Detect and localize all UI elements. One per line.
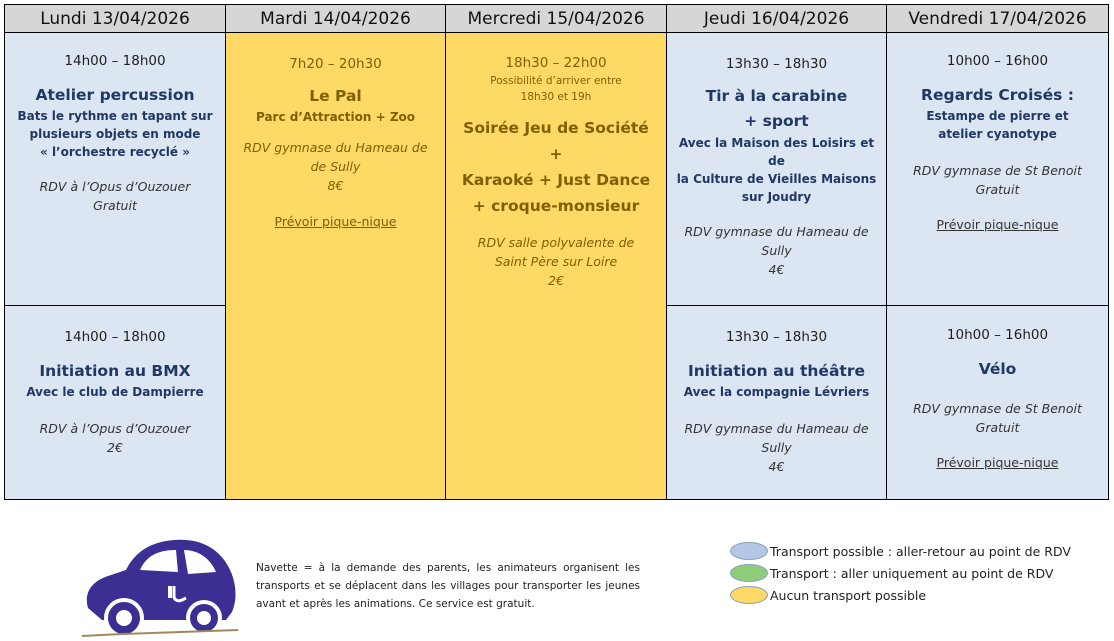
activity-monday-percussion <box>5 33 226 306</box>
day-header-tuesday: Mardi 14/04/2026 <box>226 5 446 33</box>
activity-price: Gratuit <box>975 182 1020 197</box>
activity-description: Avec le club de Dampierre <box>26 385 204 399</box>
legend-label: Aucun transport possible <box>770 587 927 603</box>
activity-price: 4€ <box>768 459 785 474</box>
activity-meeting-point: RDV à l’Opus d’Ouzouer <box>39 179 191 194</box>
activity-meeting-point: Saint Père sur Loire <box>494 254 618 269</box>
activity-meeting-point: RDV gymnase de St Benoit <box>913 401 1082 416</box>
activity-friday-velo <box>887 306 1109 500</box>
activity-meeting-point: RDV à l’Opus d’Ouzouer <box>39 421 191 436</box>
activity-time: 7h20 – 20h30 <box>289 56 382 72</box>
arrival-note: Possibilité d’arriver entre <box>490 75 622 87</box>
picnic-note: Prévoir pique-nique <box>274 214 397 229</box>
activity-price: Gratuit <box>93 198 137 213</box>
legend-item <box>730 584 1071 606</box>
activity-price: 4€ <box>768 262 785 277</box>
legend-swatch-blue <box>730 542 768 560</box>
activity-description: la Culture de Vieilles Maisons <box>676 172 877 186</box>
legend-label: Transport : aller uniquement au point de RDV <box>770 565 1054 581</box>
activity-time: 13h30 – 18h30 <box>725 329 828 345</box>
activity-tuesday-le-pal <box>226 33 446 500</box>
activity-title: Vélo <box>978 360 1017 378</box>
activity-meeting-point: RDV salle polyvalente de <box>477 235 635 250</box>
activity-wednesday-soiree <box>446 33 667 500</box>
picnic-note: Prévoir pique-nique <box>936 217 1059 232</box>
day-header-wednesday: Mercredi 15/04/2026 <box>446 5 667 33</box>
activity-price: 2€ <box>107 440 123 455</box>
activity-description: Avec la compagnie Lévriers <box>683 385 870 399</box>
activity-title: + sport <box>744 112 809 130</box>
legend-item <box>730 540 1071 562</box>
activity-price: Gratuit <box>975 420 1020 435</box>
activity-title: Tir à la carabine <box>705 87 848 105</box>
picnic-note: Prévoir pique-nique <box>936 455 1059 470</box>
activity-meeting-point: Sully <box>761 243 792 258</box>
day-header-monday: Lundi 13/04/2026 <box>5 5 226 33</box>
activity-meeting-point: RDV gymnase du Hameau de <box>684 224 869 239</box>
activity-description: plusieurs objets en mode <box>29 127 201 141</box>
activity-title: Atelier percussion <box>35 86 195 104</box>
activity-meeting-point: Sully <box>761 440 792 455</box>
activity-time: 14h00 – 18h00 <box>64 53 166 69</box>
activity-friday-regards-croises <box>887 33 1109 306</box>
activity-meeting-point: de Sully <box>310 159 361 174</box>
legend-swatch-yellow <box>730 586 768 604</box>
navette-description: Navette = à la demande des parents, les animateurs organisent les transports et se déplacent dans les villages pour transporter les jeunes avant et après les animations. Ce service est gratuit. <box>256 562 640 610</box>
day-header-friday: Vendredi 17/04/2026 <box>887 5 1109 33</box>
activity-description: Estampe de pierre et <box>926 109 1069 123</box>
activity-title: + croque-monsieur <box>472 197 640 215</box>
activity-meeting-point: RDV gymnase du Hameau de <box>243 140 428 155</box>
activity-time: 10h00 – 16h00 <box>946 53 1049 69</box>
activity-thursday-theatre <box>667 306 887 500</box>
activity-title: Initiation au théâtre <box>688 362 865 380</box>
day-header-thursday: Jeudi 16/04/2026 <box>667 5 887 33</box>
activity-price: 2€ <box>548 273 564 288</box>
activity-time: 10h00 – 16h00 <box>946 327 1049 343</box>
activity-monday-bmx <box>5 306 226 500</box>
activity-description: « l’orchestre recyclé » <box>40 145 190 159</box>
activity-description: atelier cyanotype <box>938 127 1057 141</box>
activity-thursday-carabine <box>667 33 887 306</box>
legend-label: Transport possible : aller-retour au point de RDV <box>770 543 1071 559</box>
activity-time: 18h30 – 22h00 <box>505 55 607 71</box>
activity-time: 13h30 – 18h30 <box>725 56 828 72</box>
transport-legend <box>730 540 1071 606</box>
arrival-note: 18h30 et 19h <box>520 91 592 103</box>
activity-title: Karaoké + Just Dance <box>461 171 651 189</box>
activity-description: Parc d’Attraction + Zoo <box>255 110 416 124</box>
activity-meeting-point: RDV gymnase du Hameau de <box>684 421 869 436</box>
activity-description: sur Joudry <box>741 190 812 204</box>
activity-description: Bats le rythme en tapant sur <box>17 109 213 123</box>
activity-title: Regards Croisés : <box>921 86 1074 104</box>
car-logo-icon <box>82 536 238 638</box>
activity-title: Le Pal <box>309 87 362 105</box>
activity-title: Initiation au BMX <box>39 362 191 380</box>
legend-swatch-green <box>730 564 768 582</box>
activity-title: Soirée Jeu de Société + <box>463 119 649 163</box>
activity-meeting-point: RDV gymnase de St Benoit <box>913 163 1082 178</box>
legend-item <box>730 562 1071 584</box>
activity-time: 14h00 – 18h00 <box>64 329 166 345</box>
activity-description: Avec la Maison des Loisirs et de <box>678 136 875 168</box>
schedule-table <box>4 4 1109 500</box>
activity-price: 8€ <box>327 178 344 193</box>
